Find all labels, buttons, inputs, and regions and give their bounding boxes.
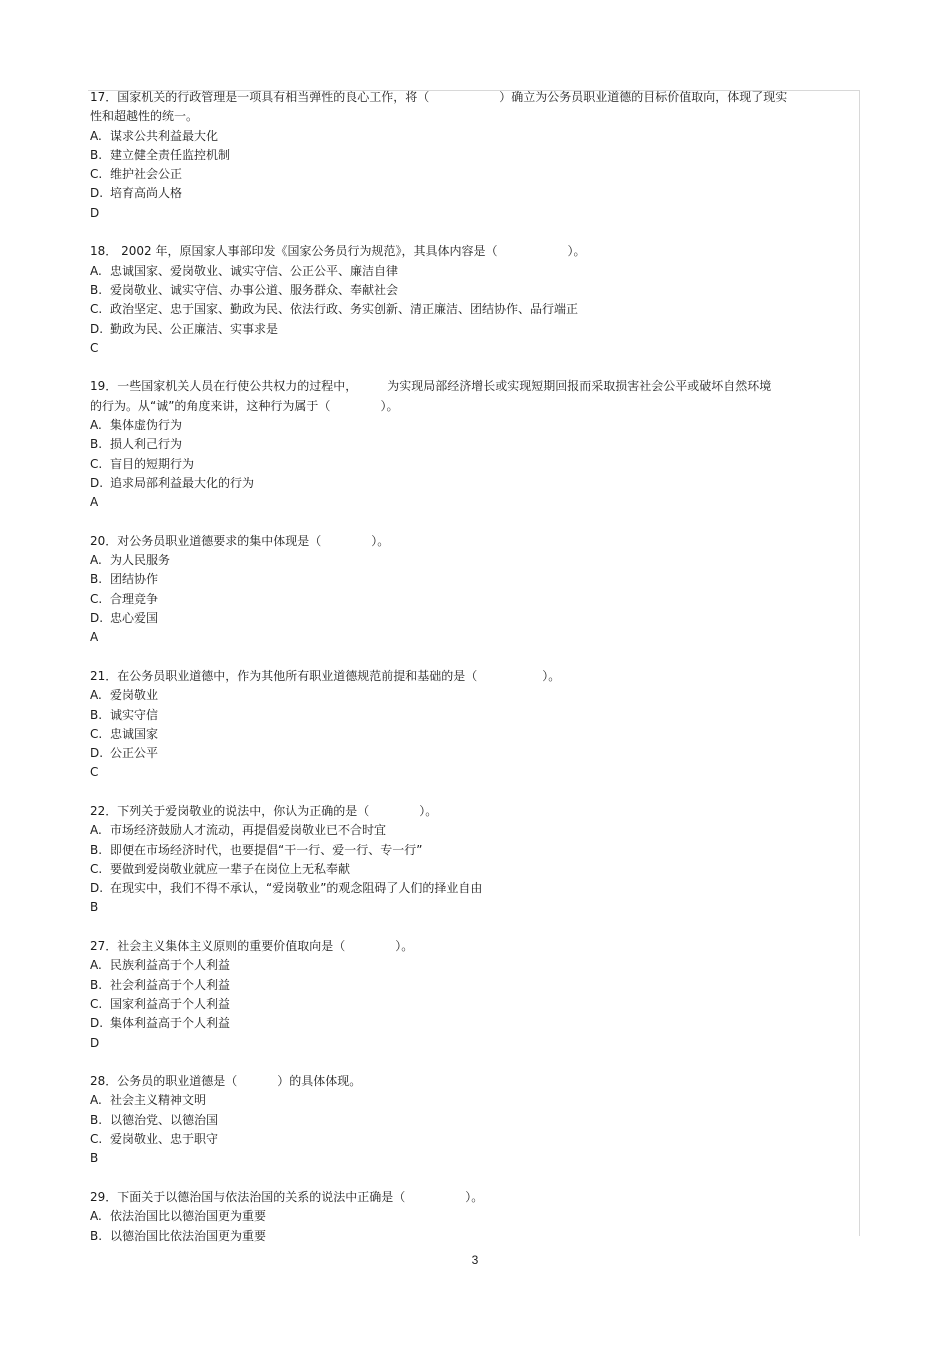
question-stem-line bbox=[90, 532, 830, 551]
option-text: 忠诚国家、爱岗敬业、诚实守信、公正公平、廉洁自律 bbox=[110, 263, 399, 278]
option-item bbox=[90, 1207, 830, 1226]
page-number: 3 bbox=[471, 1253, 479, 1267]
option-letter: D. bbox=[90, 1016, 104, 1031]
option-item bbox=[90, 1227, 830, 1246]
option-text: 诚实守信 bbox=[110, 707, 159, 722]
option-letter: C. bbox=[90, 996, 103, 1011]
option-item bbox=[90, 841, 830, 860]
option-letter: C. bbox=[90, 861, 103, 876]
option-letter: A. bbox=[90, 823, 102, 838]
option-text: 追求局部利益最大化的行为 bbox=[110, 475, 255, 490]
option-text: 即便在市场经济时代，也要提倡“干一行、爱一行、专一行” bbox=[110, 842, 423, 857]
option-letter: B. bbox=[90, 572, 103, 587]
question-block bbox=[90, 377, 830, 512]
option-letter: B. bbox=[90, 1112, 103, 1127]
question-block bbox=[90, 937, 830, 1053]
option-text: 民族利益高于个人利益 bbox=[110, 958, 231, 973]
question-stem-line bbox=[90, 1072, 830, 1091]
stem-text: ）。 bbox=[542, 668, 561, 683]
option-text: 要做到爱岗敬业就应一辈子在岗位上无私奉献 bbox=[110, 861, 351, 876]
option-letter: D. bbox=[90, 746, 104, 761]
answer-key: D bbox=[90, 1035, 100, 1050]
stem-text: 22．下列关于爱岗敬业的说法中，你认为正确的是（ bbox=[90, 803, 370, 818]
stem-text: 性和超越性的统一。 bbox=[90, 109, 199, 124]
question-block bbox=[90, 802, 830, 918]
option-text: 社会主义精神文明 bbox=[110, 1093, 207, 1108]
option-letter: D. bbox=[90, 611, 104, 626]
stem-text: 21．在公务员职业道德中，作为其他所有职业道德规范前提和基础的是（ bbox=[90, 668, 478, 683]
option-item bbox=[90, 686, 830, 705]
question-stem-line bbox=[90, 88, 830, 107]
option-text: 忠心爱国 bbox=[110, 611, 159, 626]
stem-text: ）。 bbox=[419, 803, 438, 818]
option-item bbox=[90, 320, 830, 339]
option-item bbox=[90, 281, 830, 300]
option-text: 盲目的短期行为 bbox=[110, 456, 195, 471]
option-text: 培育高尚人格 bbox=[110, 186, 183, 201]
option-letter: B. bbox=[90, 842, 103, 857]
option-text: 以德治国比依法治国更为重要 bbox=[110, 1228, 267, 1243]
option-item bbox=[90, 474, 830, 493]
option-item bbox=[90, 184, 830, 203]
option-item bbox=[90, 416, 830, 435]
question-stem-line bbox=[90, 377, 830, 396]
stem-text: 28．公务员的职业道德是（ bbox=[90, 1074, 238, 1089]
option-text: 维护社会公正 bbox=[110, 167, 183, 182]
answer-key: B bbox=[90, 1151, 99, 1166]
option-item bbox=[90, 956, 830, 975]
option-text: 爱岗敬业、诚实守信、办事公道、服务群众、奉献社会 bbox=[110, 282, 399, 297]
question-block bbox=[90, 532, 830, 648]
option-letter: C. bbox=[90, 167, 103, 182]
stem-text: 20．对公务员职业道德要求的集中体现是（ bbox=[90, 533, 322, 548]
option-letter: C. bbox=[90, 591, 103, 606]
option-letter: C. bbox=[90, 726, 103, 741]
option-letter: B. bbox=[90, 707, 103, 722]
option-text: 依法治国比以德治国更为重要 bbox=[110, 1209, 267, 1224]
option-item bbox=[90, 551, 830, 570]
option-item bbox=[90, 570, 830, 589]
option-letter: A. bbox=[90, 1209, 102, 1224]
option-letter: B. bbox=[90, 147, 103, 162]
option-letter: A. bbox=[90, 958, 102, 973]
option-text: 集体虚伪行为 bbox=[110, 418, 183, 433]
option-letter: D. bbox=[90, 475, 104, 490]
option-text: 忠诚国家 bbox=[110, 726, 159, 741]
answer-key: B bbox=[90, 900, 99, 915]
option-letter: D. bbox=[90, 881, 104, 896]
option-item bbox=[90, 146, 830, 165]
stem-text: 29．下面关于以德治国与依法治国的关系的说法中正确是（ bbox=[90, 1189, 406, 1204]
option-text: 爱岗敬业 bbox=[110, 688, 159, 703]
stem-text: 18． 2002 年，原国家人事部印发《国家公务员行为规范》，其具体内容是（ bbox=[90, 244, 498, 259]
option-item bbox=[90, 127, 830, 146]
question-stem-line bbox=[90, 802, 830, 821]
question-block bbox=[90, 242, 830, 358]
option-item bbox=[90, 995, 830, 1014]
option-text: 合理竞争 bbox=[110, 591, 159, 606]
option-text: 为人民服务 bbox=[110, 553, 171, 568]
stem-text: ）。 bbox=[371, 533, 390, 548]
stem-text: 19．一些国家机关人员在行使公共权力的过程中， bbox=[90, 379, 358, 394]
option-letter: D. bbox=[90, 321, 104, 336]
option-letter: D. bbox=[90, 186, 104, 201]
question-block bbox=[90, 1188, 830, 1246]
stem-text: 的行为。从“诚”的角度来讲，这种行为属于（ bbox=[90, 398, 331, 413]
option-item bbox=[90, 262, 830, 281]
option-letter: C. bbox=[90, 456, 103, 471]
question-stem-line bbox=[90, 107, 830, 126]
option-letter: A. bbox=[90, 1093, 102, 1108]
option-item bbox=[90, 706, 830, 725]
option-item bbox=[90, 821, 830, 840]
stem-text: ）的具体体现。 bbox=[277, 1074, 362, 1089]
answer-key: D bbox=[90, 205, 100, 220]
option-letter: C. bbox=[90, 1132, 103, 1147]
option-text: 在现实中，我们不得不承认，“爱岗敬业”的观念阻碍了人们的择业自由 bbox=[110, 881, 483, 896]
question-stem-line bbox=[90, 242, 830, 261]
option-text: 谋求公共利益最大化 bbox=[110, 128, 219, 143]
option-item bbox=[90, 725, 830, 744]
option-text: 政治坚定、忠于国家、勤政为民、依法行政、务实创新、清正廉洁、团结协作、品行端正 bbox=[110, 302, 579, 317]
option-item bbox=[90, 609, 830, 628]
option-item bbox=[90, 1111, 830, 1130]
stem-text: 为实现局部经济增长或实现短期回报而采取损害社会公平或破坏自然环境 bbox=[387, 379, 772, 394]
option-text: 团结协作 bbox=[110, 572, 159, 587]
option-item bbox=[90, 455, 830, 474]
option-item bbox=[90, 165, 830, 184]
option-text: 市场经济鼓励人才流动，再提倡爱岗敬业已不合时宜 bbox=[110, 823, 387, 838]
answer-key: A bbox=[90, 630, 99, 645]
answer-key: A bbox=[90, 495, 99, 510]
option-text: 国家利益高于个人利益 bbox=[110, 996, 231, 1011]
option-item bbox=[90, 1014, 830, 1033]
option-letter: B. bbox=[90, 437, 103, 452]
question-stem-line bbox=[90, 1188, 830, 1207]
question-list bbox=[90, 88, 830, 1246]
stem-text: 27．社会主义集体主义原则的重要价值取向是（ bbox=[90, 939, 346, 954]
answer-key: C bbox=[90, 765, 99, 780]
stem-text: ）。 bbox=[380, 398, 399, 413]
option-item bbox=[90, 1130, 830, 1149]
option-letter: A. bbox=[90, 553, 102, 568]
question-stem-line bbox=[90, 937, 830, 956]
question-stem-line bbox=[90, 667, 830, 686]
option-item bbox=[90, 1091, 830, 1110]
option-text: 社会利益高于个人利益 bbox=[110, 977, 231, 992]
option-text: 公正公平 bbox=[110, 746, 159, 761]
answer-key: C bbox=[90, 340, 99, 355]
option-text: 以德治党、以德治国 bbox=[110, 1112, 219, 1127]
stem-text: ）确立为公务员职业道德的目标价值取向，体现了现实 bbox=[499, 90, 788, 104]
option-text: 爱岗敬业、忠于职守 bbox=[110, 1132, 219, 1147]
question-block bbox=[90, 667, 830, 783]
option-item bbox=[90, 590, 830, 609]
stem-text: ）。 bbox=[465, 1189, 484, 1204]
option-item bbox=[90, 435, 830, 454]
option-letter: B. bbox=[90, 282, 103, 297]
option-letter: A. bbox=[90, 688, 102, 703]
option-item bbox=[90, 879, 830, 898]
question-block bbox=[90, 1072, 830, 1168]
option-text: 集体利益高于个人利益 bbox=[110, 1016, 231, 1031]
option-letter: A. bbox=[90, 128, 102, 143]
option-item bbox=[90, 300, 830, 319]
option-letter: B. bbox=[90, 1228, 103, 1243]
stem-text: ）。 bbox=[567, 244, 586, 259]
option-letter: A. bbox=[90, 418, 102, 433]
stem-text: ）。 bbox=[395, 939, 414, 954]
stem-text: 17．国家机关的行政管理是一项具有相当弹性的良心工作，将（ bbox=[90, 90, 430, 104]
option-letter: B. bbox=[90, 977, 103, 992]
option-item bbox=[90, 976, 830, 995]
option-item bbox=[90, 744, 830, 763]
option-letter: C. bbox=[90, 302, 103, 317]
option-text: 勤政为民、公正廉洁、实事求是 bbox=[110, 321, 279, 336]
option-item bbox=[90, 860, 830, 879]
option-letter: A. bbox=[90, 263, 102, 278]
question-stem-line bbox=[90, 397, 830, 416]
question-block bbox=[90, 88, 830, 223]
option-text: 损人利己行为 bbox=[110, 437, 183, 452]
option-text: 建立健全责任监控机制 bbox=[110, 147, 231, 162]
